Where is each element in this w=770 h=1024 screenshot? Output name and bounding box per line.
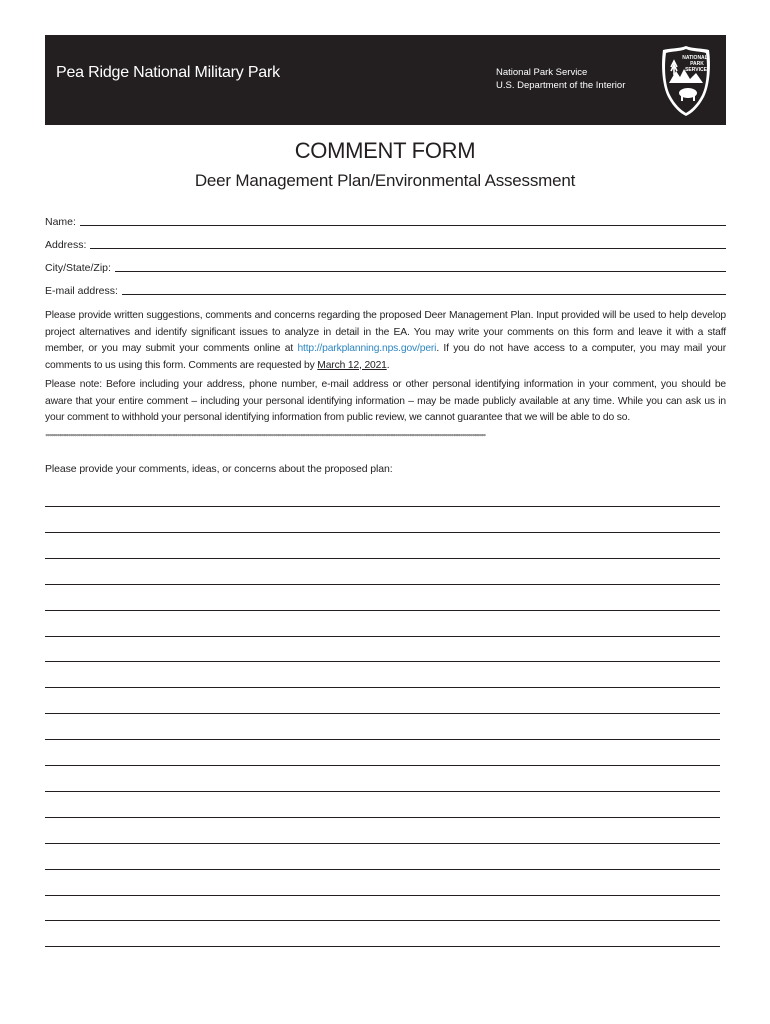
header-banner — [45, 35, 726, 125]
comment-line[interactable] — [45, 920, 720, 921]
comment-line[interactable] — [45, 791, 720, 792]
name-label: Name: — [45, 216, 76, 228]
comment-line[interactable] — [45, 739, 720, 740]
instructions-text-2: . If you do not have access to a computer, you may mail your comments to us using this form. Comments are requested by — [45, 343, 726, 371]
comment-line[interactable] — [45, 765, 720, 766]
comment-line[interactable] — [45, 713, 720, 714]
agency-name: National Park Service — [496, 67, 588, 78]
name-field[interactable] — [45, 214, 726, 228]
planning-website-link[interactable]: http://parkplanning.nps.gov/peri — [297, 343, 437, 354]
form-title: COMMENT FORM — [294, 138, 476, 163]
name-input-line[interactable] — [80, 225, 726, 226]
city-state-zip-input-line[interactable] — [115, 271, 726, 272]
comment-line[interactable] — [45, 895, 720, 896]
email-input-line[interactable] — [122, 294, 726, 295]
city-state-zip-field[interactable] — [45, 260, 726, 274]
park-name: Pea Ridge National Military Park — [56, 64, 280, 81]
comment-line[interactable] — [45, 817, 720, 818]
department-name: U.S. Department of the Interior — [496, 80, 626, 91]
city-state-zip-label: City/State/Zip: — [45, 262, 111, 274]
svg-text:PARK: PARK — [690, 61, 704, 67]
comment-line[interactable] — [45, 661, 720, 662]
comment-line[interactable] — [45, 843, 720, 844]
agency-block — [496, 66, 625, 92]
instructions-text-1: Please provide written suggestions, comments and concerns regarding the proposed Deer Management Plan. Input provided will be used to help develop project alternatives and identify significant issues to analyze in detail in the EA. You may write your comments on this form and leave it with a staff member, or you may submit your comments online at — [45, 310, 726, 354]
comments-prompt: Please provide your comments, ideas, or concerns about the proposed plan: — [45, 463, 393, 475]
privacy-note: Please note: Before including your address, phone number, e-mail address or other personal identifying information in your comment, you should be aware that your entire comment – including your personal identifying information – may be made publicly available at any time. While you can ask us in your comment to withhold your personal identifying information from public review, we cannot guarantee that we will be able to do so. — [45, 379, 726, 423]
instructions-text-3: . — [386, 359, 390, 371]
deadline-date: March 12, 2021 — [317, 359, 387, 371]
comment-line[interactable] — [45, 636, 720, 637]
svg-text:SERVICE: SERVICE — [685, 67, 707, 73]
separator-line: ************************************************************************************************************************************************************************************************************************************** — [45, 434, 485, 440]
form-subtitle: Deer Management Plan/Environmental Assessment — [194, 171, 576, 190]
email-field[interactable] — [45, 283, 726, 297]
address-label: Address: — [45, 239, 87, 251]
address-field[interactable] — [45, 237, 726, 251]
comment-line[interactable] — [45, 610, 720, 611]
address-input-line[interactable] — [90, 248, 726, 249]
comment-line[interactable] — [45, 532, 720, 533]
comment-line[interactable] — [45, 869, 720, 870]
email-label: E-mail address: — [45, 285, 118, 297]
svg-text:NATIONAL: NATIONAL — [682, 55, 708, 61]
comment-line[interactable] — [45, 946, 720, 947]
instructions-paragraph — [45, 308, 726, 374]
comment-line[interactable] — [45, 506, 720, 507]
comment-line[interactable] — [45, 558, 720, 559]
comment-line[interactable] — [45, 584, 720, 585]
comment-line[interactable] — [45, 687, 720, 688]
nps-arrowhead-icon — [660, 45, 712, 117]
